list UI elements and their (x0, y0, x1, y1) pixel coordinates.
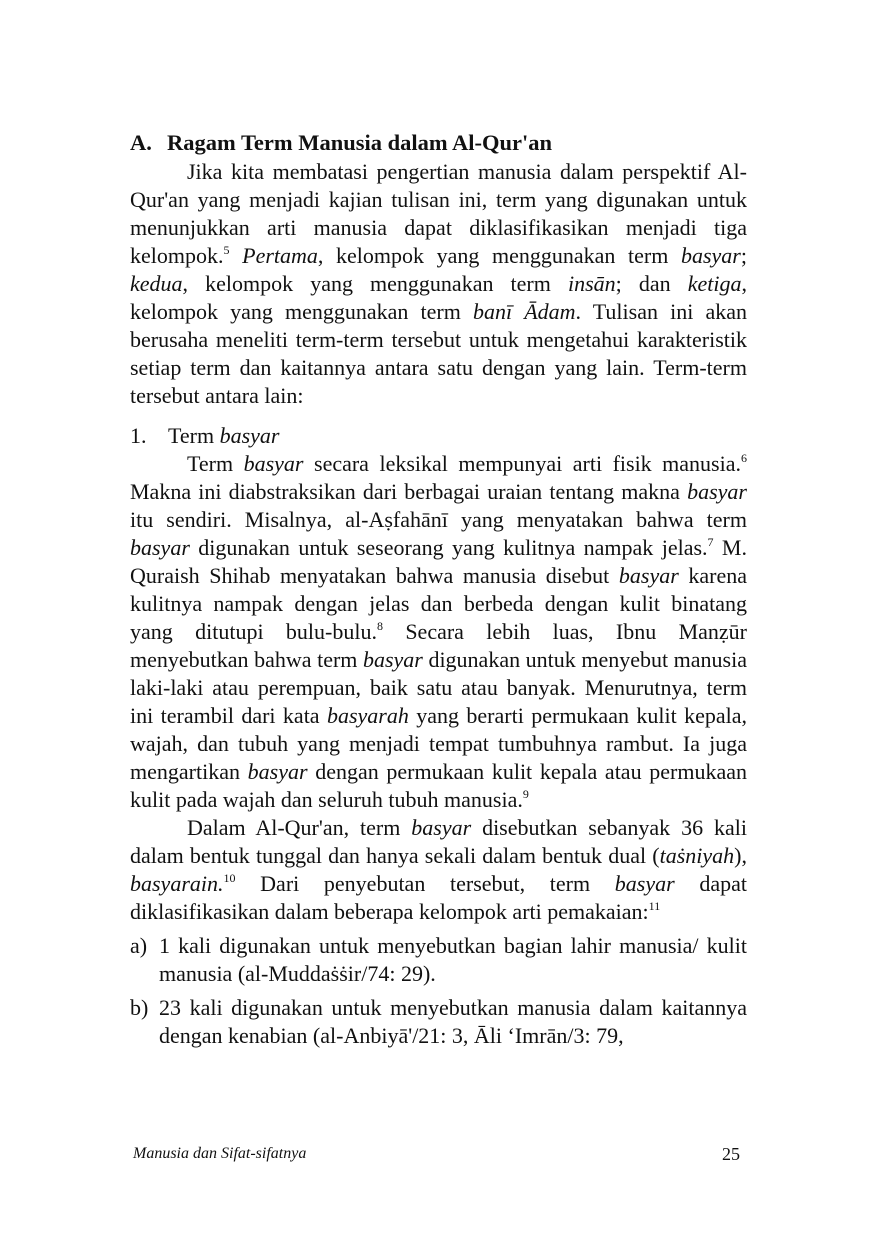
subsection-heading (130, 422, 747, 450)
text-run: , kelompok yang menggunakan term (317, 243, 681, 268)
text-run: Makna ini diabstraksikan dari berbagai uraian tentang makna (130, 479, 688, 504)
footnote-ref: 6 (741, 451, 747, 465)
footnote-ref: 8 (376, 619, 383, 633)
italic-term: basyar (219, 423, 280, 448)
text-run: Dalam Al-Qur'an, term (187, 815, 412, 840)
text-run: Secara lebih luas, Ibnu Manẓūr menyebutkan bahwa term (130, 619, 748, 672)
italic-term: basyar (614, 871, 675, 896)
italic-term: banī Ādam (472, 299, 576, 324)
intro-paragraph (130, 158, 747, 410)
italic-term: basyar (362, 647, 423, 672)
basyar-paragraph (130, 450, 747, 814)
list-item-text: 1 kali digunakan untuk menyebutkan bagian lahir manusia/ kulit manusia (al-Muddaṡṡir/74: 29). (159, 933, 747, 986)
section-title: Ragam Term Manusia dalam Al-Qur'an (167, 130, 553, 155)
text-run: digunakan untuk menyebut manusia laki-laki atau perempuan, baik satu atau banyak. Menurutnya, term ini terambil dari kata (130, 647, 747, 728)
italic-term: taṡniyah (659, 843, 735, 868)
list-item (130, 932, 747, 988)
italic-term: basyar (411, 815, 472, 840)
list-item-text: 23 kali digunakan untuk menyebutkan manusia dalam kaitannya dengan kenabian (al-Anbiyā'/21: 3, Āli ‘Imrān/3: 79, (159, 995, 747, 1048)
italic-term: kedua (130, 271, 183, 296)
text-run: secara leksikal mempunyai arti fisik manusia. (303, 451, 741, 476)
text-run: yang berarti permukaan kulit kepala, wajah, dan tubuh yang menjadi tempat tumbuhnya rambut. Ia juga mengartikan (130, 703, 747, 784)
text-run: ; dan (615, 271, 688, 296)
section-letter: A. (130, 130, 152, 155)
spacer (130, 410, 747, 422)
footnote-ref: 7 (707, 535, 714, 549)
text-run: , kelompok yang menggunakan term (130, 271, 747, 324)
text-run: , kelompok yang menggunakan term (182, 271, 568, 296)
italic-term: basyarain. (130, 871, 224, 896)
footnote-ref: 10 (223, 871, 236, 885)
italic-term: basyar (247, 759, 308, 784)
italic-term: basyar (243, 451, 304, 476)
quran-count-paragraph (130, 814, 747, 926)
italic-term: Pertama (242, 243, 318, 268)
text-run: ; (740, 243, 747, 268)
page-body (130, 128, 747, 1056)
text-run: Dari penyebutan tersebut, term (235, 871, 615, 896)
list-marker: b) (130, 995, 149, 1020)
footnote-ref: 9 (522, 787, 529, 801)
text-run: M. Quraish Shihab menyatakan bahwa manusia disebut (130, 535, 747, 588)
page-number: 25 (722, 1144, 740, 1164)
footnote-ref: 11 (648, 899, 661, 913)
italic-term: insān (567, 271, 616, 296)
text-run: digunakan untuk seseorang yang kulitnya nampak jelas. (189, 535, 708, 560)
italic-term: basyar (687, 479, 747, 504)
text-run: . Tulisan ini akan berusaha meneliti term-term tersebut untuk mengetahui karakteristik setiap term dan kaitannya antara satu dengan yang lain. Term-term tersebut antara lain: (130, 299, 747, 408)
text-run: ), (734, 843, 747, 868)
subsection-number: 1. (130, 423, 147, 448)
text-run: dengan permukaan kulit kepala atau permukaan kulit pada wajah dan seluruh tubuh manusia. (130, 759, 747, 812)
text-run: disebutkan sebanyak 36 kali dalam bentuk tunggal dan hanya sekali dalam bentuk dual ( (130, 815, 747, 868)
text-run: Jika kita membatasi pengertian manusia dalam perspektif Al-Qur'an yang menjadi kajian tulisan ini, term yang digunakan untuk menunjukkan arti manusia dapat diklasifikasikan menjadi tiga kelompok. (130, 159, 747, 268)
subsection-label: Term (168, 423, 220, 448)
italic-term: basyarah (326, 703, 409, 728)
text-run: itu sendiri. Misalnya, al-Aṣfahānī yang menyatakan bahwa term (130, 507, 747, 532)
running-title: Manusia dan Sifat-sifatnya (133, 1145, 307, 1162)
italic-term: basyar (680, 243, 741, 268)
text-run: karena kulitnya nampak dengan jelas dan berbeda dengan kulit binatang yang ditutupi bulu-bulu. (130, 563, 747, 644)
italic-term: basyar (618, 563, 679, 588)
list-marker: a) (130, 933, 148, 958)
text-run: dapat diklasifikasikan dalam beberapa kelompok arti pemakaian: (130, 871, 747, 924)
footnote-ref: 5 (223, 243, 230, 257)
list-item (130, 994, 747, 1050)
text-run: Term (187, 451, 244, 476)
section-heading (130, 128, 747, 158)
italic-term: ketiga (687, 271, 742, 296)
page-footer (133, 1143, 740, 1165)
italic-term: basyar (130, 535, 190, 560)
